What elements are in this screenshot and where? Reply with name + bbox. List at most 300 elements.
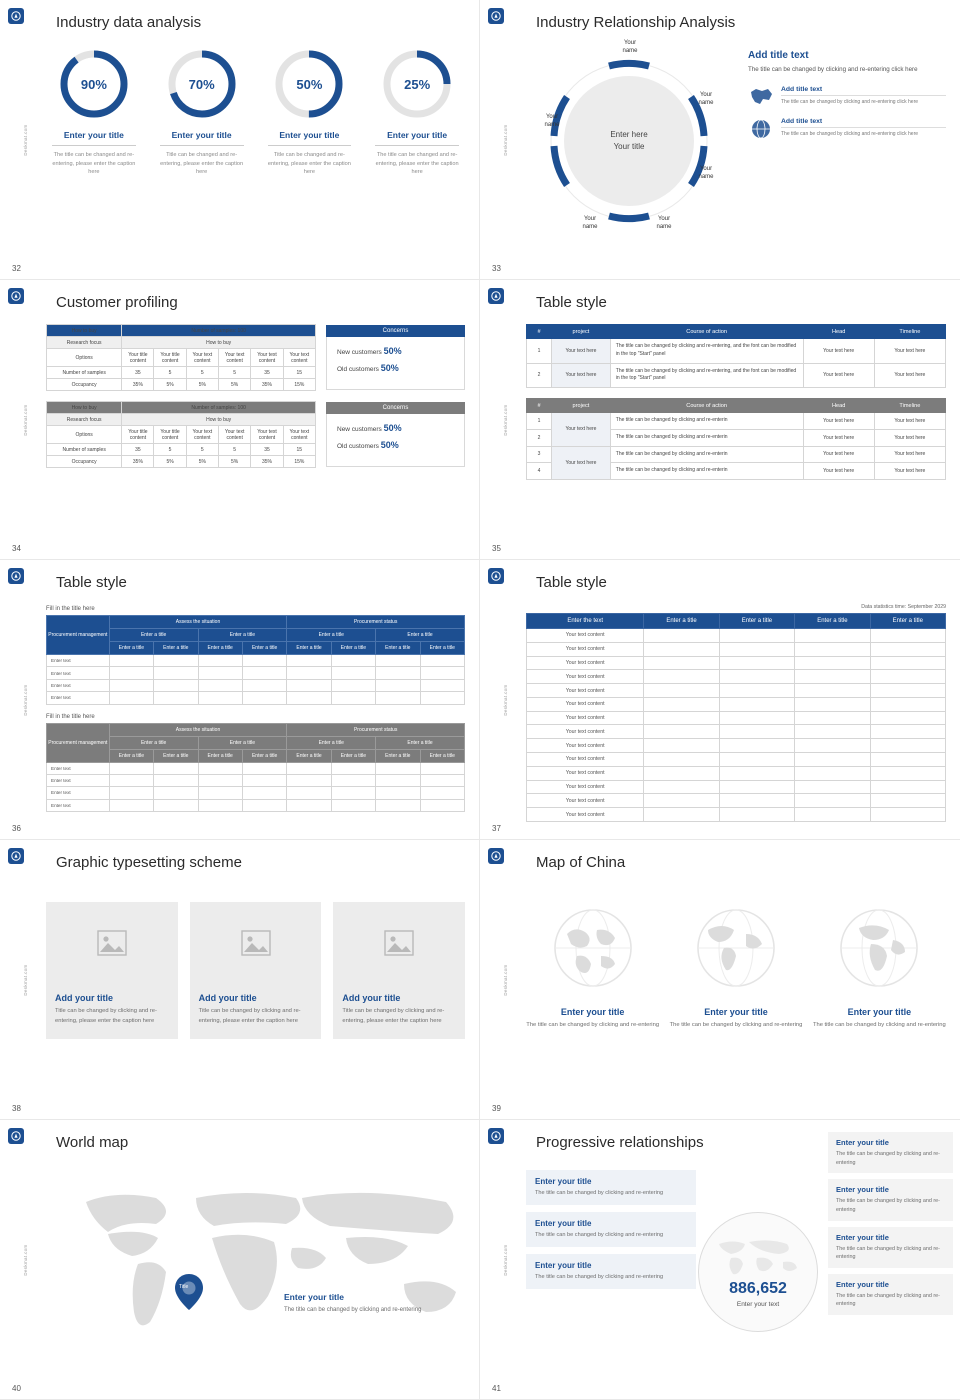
table-header-cell: #	[527, 325, 552, 339]
image-placeholder-icon	[46, 902, 178, 984]
table-cell	[420, 655, 464, 667]
table-cell	[287, 667, 331, 679]
table-row	[47, 692, 465, 704]
table-cell	[795, 642, 870, 656]
table-header-row	[47, 642, 465, 655]
table-header-cell: Timeline	[874, 325, 945, 339]
table-cell: Your text here	[803, 413, 874, 430]
table-header-cell: project	[552, 325, 611, 339]
watermark: Deskmat.com	[503, 123, 509, 156]
table-cell: Your text content	[527, 808, 644, 822]
box-heading: Enter your title	[535, 1177, 592, 1186]
row-label: Enter text	[47, 774, 110, 786]
box-heading: Enter your title	[836, 1232, 889, 1242]
table-cell	[376, 679, 420, 691]
watermark: Deskmat.com	[23, 963, 29, 996]
table-cell: Your text here	[874, 413, 945, 430]
table-cell: How to buy	[122, 337, 316, 349]
table-cell	[242, 692, 286, 704]
profiling-block-1	[46, 324, 465, 391]
slide-body	[46, 324, 465, 537]
globe-heading: Enter your title	[560, 1007, 625, 1017]
logo-icon	[8, 848, 24, 864]
divider	[375, 145, 459, 146]
box-text: The title can be changed by clicking and re-entering	[836, 1151, 940, 1166]
table-row	[527, 656, 946, 670]
slide-number: 37	[492, 824, 501, 833]
table-cell	[109, 787, 153, 799]
slide-33	[480, 0, 960, 280]
donut-title: Enter your title	[63, 130, 124, 140]
table-mid-header: Enter a title	[109, 736, 198, 749]
panel-item	[748, 86, 946, 108]
table-cell	[242, 679, 286, 691]
table-row	[527, 446, 946, 463]
table-cell: Your title content	[122, 349, 154, 367]
donut-title: Enter your title	[171, 130, 232, 140]
table-cell: 4	[527, 463, 552, 480]
table-header-cell: Course of action	[610, 399, 803, 413]
table-sub-header: Enter a title	[154, 749, 198, 762]
table-cell	[154, 787, 198, 799]
table-cell	[719, 670, 794, 684]
table-cell	[795, 711, 870, 725]
table-group-header: Procurement status	[287, 723, 465, 736]
globe-icon	[827, 900, 931, 996]
table-cell	[198, 692, 242, 704]
info-box	[828, 1132, 953, 1173]
content-card	[333, 902, 465, 1039]
table-cell: 5	[186, 444, 218, 456]
globe-text: The title can be changed by clicking and re-entering	[812, 1022, 946, 1028]
card-paragraph: Title can be changed by clicking and re-entering, please enter the caption here	[55, 1008, 157, 1024]
table-sub-header: Enter a title	[109, 749, 153, 762]
relationship-diagram	[526, 40, 736, 234]
table-cell: 5%	[218, 379, 250, 391]
box-text: The title can be changed by clicking and re-entering	[535, 1273, 664, 1280]
table-cell: 3	[527, 446, 552, 463]
table-cell: 35	[251, 367, 283, 379]
table-cell: Your text here	[552, 446, 611, 480]
donut-title: Enter your title	[387, 130, 448, 140]
divider	[160, 145, 244, 146]
card-text	[333, 984, 465, 1039]
table-cell	[287, 692, 331, 704]
table-cell: 35	[251, 444, 283, 456]
right-box-column	[828, 1132, 953, 1321]
table-cell: The title can be changed by clicking and re-entering, and the font can be modified in the top "Start" panel	[610, 363, 803, 388]
table-cell	[331, 762, 375, 774]
table-cell	[287, 799, 331, 811]
table-cell: 2	[527, 363, 552, 388]
table-cell: Your text content	[527, 766, 644, 780]
globe-icon	[541, 900, 645, 996]
table-row	[47, 667, 465, 679]
table-cell	[795, 794, 870, 808]
page-title: Table style	[56, 574, 127, 591]
logo-icon	[488, 848, 504, 864]
logo-icon	[8, 288, 24, 304]
slide-number: 41	[492, 1384, 501, 1393]
item-heading: Add title text	[781, 85, 823, 93]
table-cell	[795, 780, 870, 794]
table-cell: Your title content	[154, 349, 186, 367]
concern-row	[337, 346, 454, 356]
table-cell	[331, 667, 375, 679]
table-cell: 35	[122, 444, 154, 456]
donut-item	[46, 48, 142, 177]
table-sub-header: Enter a title	[198, 749, 242, 762]
concern-label: Old customers	[337, 443, 379, 450]
pin-label: Title	[179, 1284, 189, 1290]
table-cell: Your text here	[874, 446, 945, 463]
table-cell	[644, 629, 719, 643]
row-label: Enter text	[47, 667, 110, 679]
donut-item	[369, 48, 465, 177]
table-sub-header: Enter a title	[287, 749, 331, 762]
image-placeholder-icon	[190, 902, 322, 984]
table-cell	[242, 799, 286, 811]
concern-value: 50%	[383, 346, 402, 356]
table-cell	[795, 656, 870, 670]
card-paragraph: Title can be changed by clicking and re-entering, please enter the caption here	[342, 1008, 445, 1024]
table-cell: 15	[283, 367, 315, 379]
table-header-row	[47, 723, 465, 736]
box-text: The title can be changed by clicking and re-entering	[836, 1198, 940, 1213]
table-cell	[376, 692, 420, 704]
procurement-table-gray	[46, 723, 465, 813]
table-cell: Your text content	[283, 349, 315, 367]
table-cell	[109, 679, 153, 691]
table-header-cell: Enter a title	[870, 614, 945, 629]
table-cell	[198, 762, 242, 774]
profiling-table	[46, 324, 316, 391]
table-cell	[644, 780, 719, 794]
profiling-block-2	[46, 401, 465, 468]
table-cell	[198, 667, 242, 679]
table-cell	[287, 787, 331, 799]
table-cell: 5	[186, 367, 218, 379]
box-text: The title can be changed by clicking and re-entering	[836, 1292, 940, 1308]
table-sub-header: Enter a title	[331, 749, 375, 762]
content-card	[190, 902, 322, 1039]
table-cell: Your text content	[527, 656, 644, 670]
box-heading: Enter your title	[535, 1260, 592, 1270]
table-cell: Research focus	[47, 414, 122, 426]
page-title: Graphic typesetting scheme	[56, 854, 242, 871]
slide-body	[526, 604, 946, 817]
donut-chart	[381, 48, 453, 120]
table-cell	[870, 684, 945, 698]
table-cell	[719, 642, 794, 656]
globe-heading: Enter your title	[847, 1007, 912, 1017]
table-cell: Your text here	[552, 363, 611, 388]
info-box	[526, 1170, 696, 1205]
donut-percent: 50%	[296, 76, 323, 92]
data-statistics-note: Data statistics time: September 2029	[861, 604, 946, 610]
left-box-column	[526, 1170, 696, 1296]
table-header-row	[47, 749, 465, 762]
table-row	[527, 697, 946, 711]
table-row	[47, 679, 465, 691]
info-box	[828, 1274, 953, 1315]
table-cell	[795, 670, 870, 684]
table-cell: Your text content	[251, 426, 283, 444]
table-header-cell: project	[552, 399, 611, 413]
table-cell	[870, 808, 945, 822]
watermark: Deskmat.com	[503, 683, 509, 716]
table-cell: Your title content	[122, 426, 154, 444]
diagram-center	[564, 76, 694, 206]
concern-label: New customers	[337, 349, 382, 356]
concern-label: New customers	[337, 426, 382, 433]
slide-body	[526, 324, 946, 537]
table-cell	[242, 655, 286, 667]
table-cell	[198, 799, 242, 811]
table-cell: Your text content	[527, 794, 644, 808]
divider	[52, 145, 136, 146]
row-label: Options	[47, 349, 122, 367]
table-sub-header: Enter a title	[331, 642, 375, 655]
table-header-row	[47, 629, 465, 642]
content-card	[46, 902, 178, 1039]
globe-heading: Enter your title	[704, 1007, 768, 1017]
page-title: Industry data analysis	[56, 14, 202, 31]
table-cell	[719, 684, 794, 698]
table-cell	[287, 762, 331, 774]
concern-row	[337, 423, 454, 433]
table-header-cell: Number of samples: 100	[122, 325, 316, 337]
table-cell	[795, 684, 870, 698]
table-header-cell: Head	[803, 325, 874, 339]
slide-38	[0, 840, 480, 1120]
table-cell: 5%	[186, 456, 218, 468]
table-cell	[870, 642, 945, 656]
table-cell: 5%	[154, 379, 186, 391]
table-cell	[719, 656, 794, 670]
table-cell: How to buy	[122, 414, 316, 426]
slide-40	[0, 1120, 480, 1400]
table-cell: 15%	[283, 379, 315, 391]
concern-value: 50%	[380, 440, 399, 450]
table-cell	[870, 780, 945, 794]
slide-body	[46, 604, 465, 817]
card-heading: Add your title	[198, 993, 257, 1003]
table-header-cell: Enter a title	[719, 614, 794, 629]
table-cell	[870, 697, 945, 711]
table-cell	[795, 766, 870, 780]
table-header-row	[527, 614, 946, 629]
table-cell: 5	[218, 367, 250, 379]
row-label: Number of samples	[47, 367, 122, 379]
watermark: Deskmat.com	[503, 403, 509, 436]
logo-icon	[8, 8, 24, 24]
card-heading: Add your title	[55, 993, 113, 1003]
table-cell	[109, 667, 153, 679]
globe-row	[526, 900, 946, 1031]
box-heading: Enter your title	[836, 1138, 889, 1147]
table-cell: 5%	[218, 456, 250, 468]
row-label: Enter text	[47, 679, 110, 691]
page-title: Table style	[536, 574, 607, 591]
table-cell	[287, 679, 331, 691]
table-cell	[644, 766, 719, 780]
globe-icon	[748, 118, 774, 140]
page-title: Industry Relationship Analysis	[536, 14, 736, 31]
concern-row	[337, 440, 454, 450]
table-sub-header: Enter a title	[420, 749, 464, 762]
center-stat	[698, 1212, 818, 1332]
globe-icon	[684, 900, 788, 996]
table-cell: Your text here	[803, 463, 874, 480]
table-cell	[870, 711, 945, 725]
table-sub-header: Enter a title	[154, 642, 198, 655]
page-title: World map	[56, 1134, 129, 1151]
procurement-table-blue	[46, 615, 465, 705]
table-cell: Your text here	[874, 363, 945, 388]
table-mid-header: Enter a title	[287, 736, 376, 749]
table-cell	[242, 762, 286, 774]
table-row	[527, 780, 946, 794]
table-cell	[719, 780, 794, 794]
card-heading: Add your title	[342, 993, 401, 1003]
table-corner-header: Procurement management	[47, 723, 110, 762]
node-label-left: Your name	[544, 114, 560, 128]
table-cell	[420, 762, 464, 774]
table-cell: Research focus	[47, 337, 122, 349]
table-header-cell: Enter the text	[527, 614, 644, 629]
table-row	[527, 739, 946, 753]
donut-caption: Title can be changed and re-entering, please enter the caption here	[267, 152, 351, 176]
table-header-row	[527, 399, 946, 413]
table-cell	[331, 799, 375, 811]
table-cell: Your text here	[552, 339, 611, 364]
concerns-header: Concerns	[326, 325, 465, 337]
table-cell	[331, 692, 375, 704]
table-sub-header: Enter a title	[420, 642, 464, 655]
panel-paragraph: The title can be changed by clicking and re-entering click here	[748, 66, 918, 73]
table-cell	[795, 697, 870, 711]
table-cell: Your text here	[874, 429, 945, 446]
concerns-body	[326, 414, 465, 467]
table-cell	[719, 766, 794, 780]
donut-percent: 70%	[188, 76, 215, 92]
table-cell	[795, 753, 870, 767]
card-row	[46, 902, 465, 1039]
box-text: The title can be changed by clicking and re-entering	[836, 1245, 940, 1261]
table-cell: 2	[527, 429, 552, 446]
table-group-header: Assess the situation	[109, 616, 287, 629]
table-cell	[109, 774, 153, 786]
table-cell: 5	[154, 444, 186, 456]
table-cell: The title can be changed by clicking and re-enterin	[610, 463, 803, 480]
concern-value: 50%	[380, 363, 399, 373]
table-mid-header: Enter a title	[198, 736, 287, 749]
table-cell: 35%	[122, 456, 154, 468]
donut-title: Enter your title	[279, 130, 340, 140]
table-row	[47, 655, 465, 667]
table-cell	[242, 667, 286, 679]
table-header-row	[47, 616, 465, 629]
table-cell	[331, 787, 375, 799]
box-heading: Enter your title	[836, 1279, 889, 1289]
stat-number: 886,652	[729, 1280, 787, 1297]
caption-text: The title can be changed by clicking and re-entering	[284, 1307, 422, 1313]
table-sub-header: Enter a title	[376, 749, 420, 762]
table-cell: Your text here	[803, 363, 874, 388]
table-cell	[198, 679, 242, 691]
fill-title-label: Fill in the title here	[46, 713, 95, 720]
divider	[268, 145, 352, 146]
item-text: The title can be changed by clicking and re-entering click here	[781, 98, 919, 105]
logo-icon	[488, 288, 504, 304]
row-label: Enter text	[47, 799, 110, 811]
table-cell: Your text content	[527, 697, 644, 711]
table-row	[527, 753, 946, 767]
donut-caption: The title can be changed and re-entering, please enter the caption here	[375, 152, 459, 176]
table-cell	[376, 799, 420, 811]
globe-item	[813, 900, 946, 1031]
row-label: Enter text	[47, 692, 110, 704]
table-sub-header: Enter a title	[287, 642, 331, 655]
table-row	[527, 794, 946, 808]
concerns-body	[326, 337, 465, 390]
table-cell	[154, 762, 198, 774]
node-label-top: Your name	[622, 40, 638, 54]
table-cell	[287, 774, 331, 786]
table-cell: 35%	[251, 456, 283, 468]
item-heading: Add title text	[781, 117, 823, 125]
table-cell	[331, 679, 375, 691]
center-line-2: Your title	[613, 142, 645, 151]
table-cell	[420, 787, 464, 799]
table-cell	[719, 711, 794, 725]
table-cell: 5%	[186, 379, 218, 391]
table-cell: Your text content	[527, 711, 644, 725]
table-row	[527, 413, 946, 430]
table-cell	[644, 711, 719, 725]
logo-icon	[8, 568, 24, 584]
table-row	[527, 711, 946, 725]
table-sub-header: Enter a title	[198, 642, 242, 655]
table-cell: Your text content	[527, 780, 644, 794]
table-row	[47, 787, 465, 799]
table-row	[527, 684, 946, 698]
table-mid-header: Enter a title	[198, 629, 287, 642]
slide-body	[526, 40, 946, 257]
concern-row	[337, 363, 454, 373]
table-cell	[154, 667, 198, 679]
table-cell	[242, 774, 286, 786]
slide-39	[480, 840, 960, 1120]
info-box	[828, 1179, 953, 1220]
table-cell: Your text content	[527, 725, 644, 739]
table-cell: Your text here	[552, 413, 611, 447]
table-cell: Your text content	[527, 629, 644, 643]
logo-icon	[488, 568, 504, 584]
table-cell	[198, 774, 242, 786]
table-row	[47, 799, 465, 811]
table-group-header: Procurement status	[287, 616, 465, 629]
box-text: The title can be changed by clicking and re-entering	[535, 1231, 664, 1238]
donut-percent: 90%	[80, 76, 107, 92]
table-cell	[719, 725, 794, 739]
table-cell	[870, 794, 945, 808]
table-cell	[154, 692, 198, 704]
slide-body	[46, 1164, 465, 1377]
watermark: Deskmat.com	[23, 683, 29, 716]
slide-number: 39	[492, 1104, 501, 1113]
